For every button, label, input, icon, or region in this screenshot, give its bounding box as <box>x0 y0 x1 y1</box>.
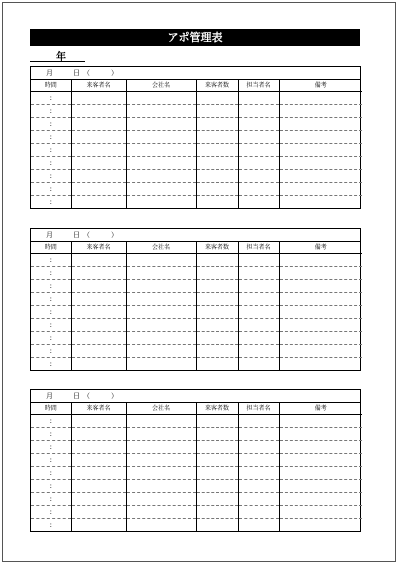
column-header: 時間 <box>31 403 71 415</box>
time-cell[interactable]: : <box>31 480 71 493</box>
entry-cell[interactable] <box>71 280 126 293</box>
time-cell[interactable]: : <box>31 467 71 480</box>
entry-cell[interactable] <box>71 319 126 332</box>
paren-close: ） <box>111 231 118 239</box>
entry-cell[interactable] <box>126 358 196 371</box>
table-row <box>31 415 362 428</box>
entry-cell[interactable] <box>196 358 238 371</box>
time-cell[interactable]: : <box>31 92 71 105</box>
time-cell[interactable]: : <box>31 105 71 118</box>
entry-cell[interactable] <box>126 92 196 105</box>
entry-cell[interactable] <box>126 157 196 170</box>
table-row <box>31 196 362 209</box>
table-row <box>31 332 362 345</box>
table-row <box>31 267 362 280</box>
entry-cell[interactable] <box>126 293 196 306</box>
time-cell[interactable]: : <box>31 157 71 170</box>
table-row <box>31 280 362 293</box>
entry-cell[interactable] <box>71 306 126 319</box>
time-cell[interactable]: : <box>31 454 71 467</box>
entry-cell[interactable] <box>238 506 279 519</box>
entry-cell[interactable] <box>196 493 238 506</box>
entry-cell[interactable] <box>238 428 279 441</box>
table-row <box>31 345 362 358</box>
entry-cell[interactable] <box>238 267 279 280</box>
entry-cell[interactable] <box>238 92 279 105</box>
entry-cell[interactable] <box>126 118 196 131</box>
column-header: 会社名 <box>126 242 196 254</box>
entry-cell[interactable] <box>279 467 362 480</box>
entry-cell[interactable] <box>238 280 279 293</box>
table-row <box>31 293 362 306</box>
column-header: 来客者数 <box>196 80 238 92</box>
column-header: 担当者名 <box>238 403 279 415</box>
entry-cell[interactable] <box>279 131 362 144</box>
entry-cell[interactable] <box>196 196 238 209</box>
paren-open: （ <box>83 231 90 239</box>
entry-cell[interactable] <box>71 415 126 428</box>
entry-cell[interactable] <box>279 319 362 332</box>
entry-cell[interactable] <box>196 170 238 183</box>
entry-cell[interactable] <box>279 441 362 454</box>
entry-cell[interactable] <box>238 105 279 118</box>
entry-cell[interactable] <box>279 92 362 105</box>
table-row <box>31 92 362 105</box>
entry-cell[interactable] <box>196 480 238 493</box>
entry-cell[interactable] <box>71 493 126 506</box>
entry-cell[interactable] <box>126 332 196 345</box>
column-header: 来客者名 <box>71 403 126 415</box>
entry-cell[interactable] <box>196 306 238 319</box>
table-row <box>31 118 362 131</box>
schedule-section <box>30 389 361 532</box>
entry-cell[interactable] <box>279 345 362 358</box>
table-row <box>31 105 362 118</box>
entry-cell[interactable] <box>279 519 362 532</box>
entry-cell[interactable] <box>238 144 279 157</box>
time-cell[interactable]: : <box>31 118 71 131</box>
schedule-section <box>30 66 361 209</box>
time-cell[interactable]: : <box>31 428 71 441</box>
entry-cell[interactable] <box>238 131 279 144</box>
column-header: 来客者数 <box>196 403 238 415</box>
entry-cell[interactable] <box>279 428 362 441</box>
column-header: 担当者名 <box>238 242 279 254</box>
entry-cell[interactable] <box>238 293 279 306</box>
entry-cell[interactable] <box>279 280 362 293</box>
table-row <box>31 131 362 144</box>
table-row <box>31 170 362 183</box>
entry-cell[interactable] <box>71 480 126 493</box>
day-label: 日 <box>73 392 80 400</box>
entry-cell[interactable] <box>126 480 196 493</box>
entry-cell[interactable] <box>126 345 196 358</box>
column-header: 会社名 <box>126 403 196 415</box>
entry-cell[interactable] <box>126 144 196 157</box>
time-cell[interactable]: : <box>31 319 71 332</box>
entry-cell[interactable] <box>71 441 126 454</box>
entry-cell[interactable] <box>196 267 238 280</box>
entry-cell[interactable] <box>238 467 279 480</box>
time-cell[interactable]: : <box>31 345 71 358</box>
entry-cell[interactable] <box>238 345 279 358</box>
entry-cell[interactable] <box>71 506 126 519</box>
time-cell[interactable]: : <box>31 280 71 293</box>
entry-cell[interactable] <box>279 170 362 183</box>
entry-cell[interactable] <box>279 480 362 493</box>
appointment-table <box>31 242 362 370</box>
column-header: 備考 <box>279 403 362 415</box>
entry-cell[interactable] <box>238 183 279 196</box>
entry-cell[interactable] <box>196 254 238 267</box>
year-underline <box>30 61 85 62</box>
entry-cell[interactable] <box>71 267 126 280</box>
column-header: 備考 <box>279 242 362 254</box>
entry-cell[interactable] <box>71 358 126 371</box>
entry-cell[interactable] <box>126 196 196 209</box>
entry-cell[interactable] <box>238 519 279 532</box>
entry-cell[interactable] <box>279 415 362 428</box>
column-header: 時間 <box>31 80 71 92</box>
date-row <box>31 229 360 242</box>
entry-cell[interactable] <box>238 254 279 267</box>
entry-cell[interactable] <box>126 183 196 196</box>
table-row <box>31 480 362 493</box>
entry-cell[interactable] <box>196 144 238 157</box>
time-cell[interactable]: : <box>31 519 71 532</box>
entry-cell[interactable] <box>196 131 238 144</box>
table-row <box>31 319 362 332</box>
schedule-section <box>30 228 361 371</box>
page-title: アポ管理表 <box>30 29 360 46</box>
entry-cell[interactable] <box>126 454 196 467</box>
entry-cell[interactable] <box>196 454 238 467</box>
entry-cell[interactable] <box>279 118 362 131</box>
table-row <box>31 254 362 267</box>
entry-cell[interactable] <box>71 118 126 131</box>
table-row <box>31 519 362 532</box>
table-row <box>31 144 362 157</box>
entry-cell[interactable] <box>126 105 196 118</box>
month-label: 月 <box>46 392 53 400</box>
table-row <box>31 493 362 506</box>
entry-cell[interactable] <box>238 332 279 345</box>
entry-cell[interactable] <box>71 428 126 441</box>
entry-cell[interactable] <box>196 157 238 170</box>
entry-cell[interactable] <box>71 170 126 183</box>
entry-cell[interactable] <box>71 293 126 306</box>
entry-cell[interactable] <box>279 493 362 506</box>
entry-cell[interactable] <box>126 319 196 332</box>
entry-cell[interactable] <box>71 157 126 170</box>
entry-cell[interactable] <box>279 506 362 519</box>
entry-cell[interactable] <box>71 183 126 196</box>
entry-cell[interactable] <box>238 170 279 183</box>
entry-cell[interactable] <box>279 293 362 306</box>
entry-cell[interactable] <box>238 306 279 319</box>
time-cell[interactable]: : <box>31 415 71 428</box>
day-label: 日 <box>73 69 80 77</box>
table-header-row <box>31 80 362 92</box>
entry-cell[interactable] <box>196 467 238 480</box>
column-header: 来客者名 <box>71 242 126 254</box>
entry-cell[interactable] <box>71 254 126 267</box>
time-cell[interactable]: : <box>31 506 71 519</box>
table-row <box>31 506 362 519</box>
table-row <box>31 358 362 371</box>
entry-cell[interactable] <box>126 306 196 319</box>
appointment-table <box>31 80 362 208</box>
table-row <box>31 428 362 441</box>
entry-cell[interactable] <box>126 415 196 428</box>
column-header: 来客者数 <box>196 242 238 254</box>
entry-cell[interactable] <box>279 306 362 319</box>
entry-cell[interactable] <box>279 144 362 157</box>
entry-cell[interactable] <box>238 118 279 131</box>
month-label: 月 <box>46 231 53 239</box>
entry-cell[interactable] <box>126 441 196 454</box>
entry-cell[interactable] <box>71 92 126 105</box>
entry-cell[interactable] <box>126 170 196 183</box>
day-label: 日 <box>73 231 80 239</box>
entry-cell[interactable] <box>279 105 362 118</box>
entry-cell[interactable] <box>279 183 362 196</box>
time-cell[interactable]: : <box>31 254 71 267</box>
table-row <box>31 441 362 454</box>
entry-cell[interactable] <box>196 441 238 454</box>
time-cell[interactable]: : <box>31 293 71 306</box>
entry-cell[interactable] <box>126 467 196 480</box>
entry-cell[interactable] <box>238 480 279 493</box>
entry-cell[interactable] <box>126 506 196 519</box>
column-header: 担当者名 <box>238 80 279 92</box>
entry-cell[interactable] <box>196 519 238 532</box>
entry-cell[interactable] <box>196 319 238 332</box>
entry-cell[interactable] <box>196 183 238 196</box>
time-cell[interactable]: : <box>31 183 71 196</box>
entry-cell[interactable] <box>238 493 279 506</box>
entry-cell[interactable] <box>71 454 126 467</box>
table-row <box>31 157 362 170</box>
paren-close: ） <box>111 69 118 77</box>
table-header-row <box>31 242 362 254</box>
time-cell[interactable]: : <box>31 196 71 209</box>
entry-cell[interactable] <box>196 118 238 131</box>
time-cell[interactable]: : <box>31 441 71 454</box>
entry-cell[interactable] <box>196 345 238 358</box>
table-row <box>31 467 362 480</box>
entry-cell[interactable] <box>71 467 126 480</box>
paren-close: ） <box>111 392 118 400</box>
column-header: 来客者名 <box>71 80 126 92</box>
entry-cell[interactable] <box>279 157 362 170</box>
entry-cell[interactable] <box>238 415 279 428</box>
table-row <box>31 183 362 196</box>
entry-cell[interactable] <box>126 493 196 506</box>
entry-cell[interactable] <box>126 254 196 267</box>
entry-cell[interactable] <box>238 358 279 371</box>
time-cell[interactable]: : <box>31 306 71 319</box>
entry-cell[interactable] <box>279 358 362 371</box>
paren-open: （ <box>83 69 90 77</box>
entry-cell[interactable] <box>196 92 238 105</box>
entry-cell[interactable] <box>71 519 126 532</box>
entry-cell[interactable] <box>279 454 362 467</box>
time-cell[interactable]: : <box>31 267 71 280</box>
entry-cell[interactable] <box>71 345 126 358</box>
entry-cell[interactable] <box>279 267 362 280</box>
time-cell[interactable]: : <box>31 144 71 157</box>
entry-cell[interactable] <box>126 428 196 441</box>
entry-cell[interactable] <box>196 332 238 345</box>
entry-cell[interactable] <box>196 428 238 441</box>
entry-cell[interactable] <box>196 280 238 293</box>
entry-cell[interactable] <box>238 454 279 467</box>
table-row <box>31 454 362 467</box>
entry-cell[interactable] <box>279 332 362 345</box>
entry-cell[interactable] <box>238 157 279 170</box>
entry-cell[interactable] <box>71 105 126 118</box>
date-row <box>31 67 360 80</box>
entry-cell[interactable] <box>126 131 196 144</box>
entry-cell[interactable] <box>196 415 238 428</box>
entry-cell[interactable] <box>126 280 196 293</box>
entry-cell[interactable] <box>196 293 238 306</box>
entry-cell[interactable] <box>71 196 126 209</box>
table-row <box>31 306 362 319</box>
time-cell[interactable]: : <box>31 493 71 506</box>
column-header: 会社名 <box>126 80 196 92</box>
time-cell[interactable]: : <box>31 332 71 345</box>
month-label: 月 <box>46 69 53 77</box>
date-row <box>31 390 360 403</box>
entry-cell[interactable] <box>71 332 126 345</box>
entry-cell[interactable] <box>126 267 196 280</box>
entry-cell[interactable] <box>126 519 196 532</box>
entry-cell[interactable] <box>279 254 362 267</box>
year-label: 年 <box>56 52 66 63</box>
entry-cell[interactable] <box>71 144 126 157</box>
entry-cell[interactable] <box>238 196 279 209</box>
column-header: 備考 <box>279 80 362 92</box>
entry-cell[interactable] <box>71 131 126 144</box>
column-header: 時間 <box>31 242 71 254</box>
entry-cell[interactable] <box>196 506 238 519</box>
paren-open: （ <box>83 392 90 400</box>
entry-cell[interactable] <box>238 319 279 332</box>
time-cell[interactable]: : <box>31 170 71 183</box>
time-cell[interactable]: : <box>31 358 71 371</box>
entry-cell[interactable] <box>238 441 279 454</box>
entry-cell[interactable] <box>279 196 362 209</box>
appointment-table <box>31 403 362 531</box>
time-cell[interactable]: : <box>31 131 71 144</box>
table-header-row <box>31 403 362 415</box>
entry-cell[interactable] <box>196 105 238 118</box>
